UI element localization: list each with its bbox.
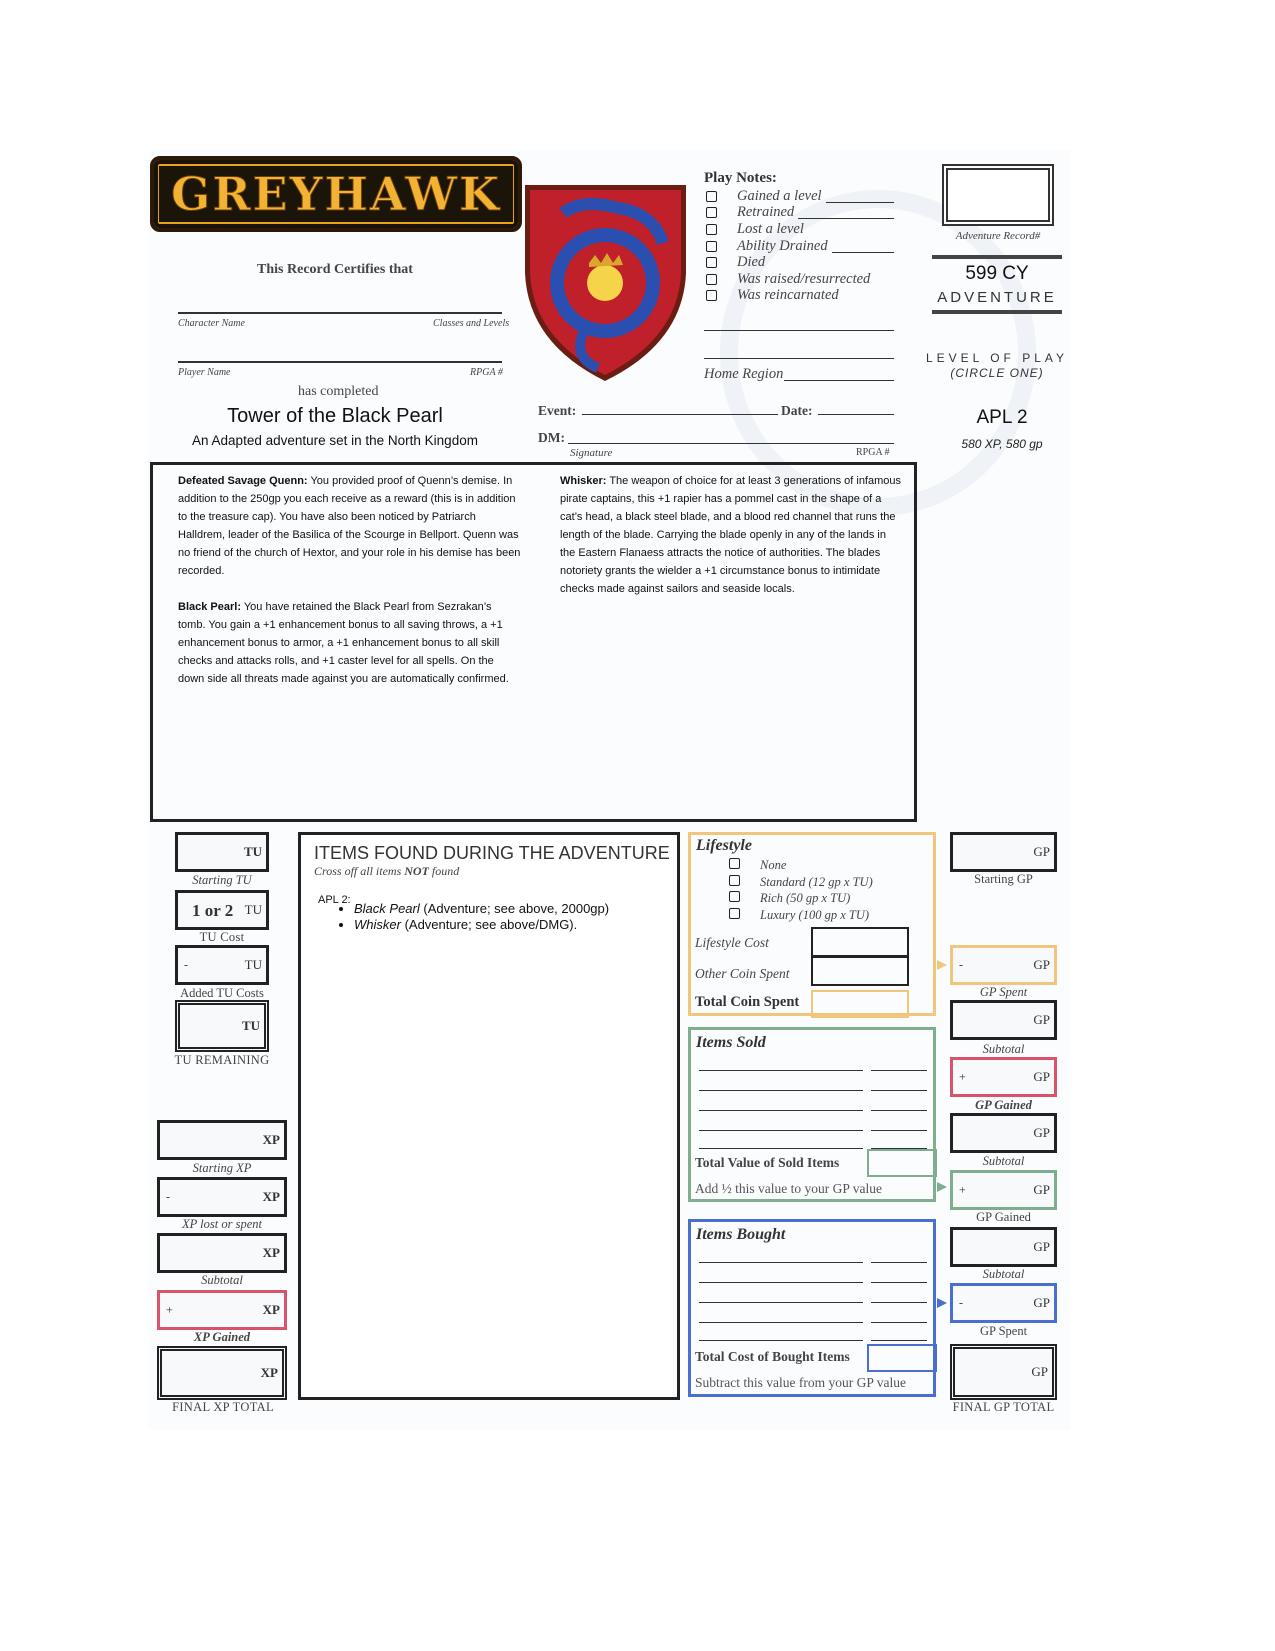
plus-sign: + <box>959 1069 966 1084</box>
tu-unit: TU <box>241 1018 260 1033</box>
record-divider-top <box>932 255 1062 259</box>
play-note-line[interactable] <box>826 190 894 203</box>
lifestyle-options <box>727 857 873 923</box>
gp-gained-1-label: GP Gained <box>975 1098 1032 1112</box>
option-label: Standard (12 gp x TU) <box>760 874 873 889</box>
checkbox-icon[interactable] <box>706 274 717 285</box>
added-tu-box[interactable] <box>175 945 269 985</box>
character-name-field[interactable] <box>178 312 502 314</box>
rpga-label: RPGA # <box>470 367 503 378</box>
checkbox-icon[interactable] <box>706 224 717 235</box>
adventure-record-number-box[interactable] <box>942 164 1054 226</box>
xp-subtotal-label: Subtotal <box>201 1273 243 1287</box>
gp-subtotal-2-box[interactable] <box>950 1113 1057 1153</box>
xp-unit: XP <box>262 1189 280 1204</box>
items-bought-title: Items Bought <box>696 1226 786 1243</box>
tu-cost-box[interactable] <box>175 890 269 930</box>
total-coin-field[interactable] <box>811 990 909 1018</box>
items-sold-title: Items Sold <box>696 1034 766 1051</box>
signature-label: Signature <box>570 447 613 459</box>
items-found-subtitle <box>314 864 459 879</box>
home-region-label: Home Region <box>704 366 784 382</box>
gp-unit: GP <box>1033 1182 1050 1197</box>
items-sold-panel <box>688 1027 936 1202</box>
gp-gained-1-box[interactable] <box>950 1057 1057 1097</box>
sold-row-2[interactable] <box>699 1090 927 1091</box>
checkbox-icon[interactable] <box>706 290 717 301</box>
other-coin-label: Other Coin Spent <box>695 966 790 981</box>
level-of-play-label: LEVEL OF PLAY <box>925 351 1069 365</box>
arrow-right-icon <box>937 1298 947 1308</box>
sold-note: Add ½ this value to your GP value <box>695 1181 882 1196</box>
xp-gained-label: XP Gained <box>193 1330 251 1344</box>
tu-remaining-box[interactable] <box>175 1000 269 1052</box>
dm-label: DM: <box>538 430 565 445</box>
gp-gained-2-box[interactable] <box>950 1170 1057 1210</box>
extra-note-line-2[interactable] <box>704 358 894 359</box>
note-body: You provided proof of Quenn’s demise. In addition to the 250gp you each receive as a reward (this is in addition to the treasure cap). You have also been noticed by Patriarch Halldrem, leader of the Basilica of the Scourge in Bellport. Quenn was no friend of the church of Hextor, and your role in his demise has been recorded. <box>178 475 521 577</box>
play-note-raised[interactable] <box>704 271 894 288</box>
note-body: The weapon of choice for at least 3 generations of infamous pirate captains, this +1 rapier has a pommel cast in the shape of a cat’s head, a black steel blade, and a blood red channel that runs the length of the blade. Carrying the blade openly in any of the lands in the Eastern Flanaess attracts the notice of authorities. The blades notoriety grants the wielder a +1 circumstance bonus to intimidate checks made against sailors and seaside locals. <box>560 475 902 595</box>
final-xp-box[interactable] <box>157 1346 287 1400</box>
minus-sign: - <box>959 957 963 972</box>
lifestyle-option-rich[interactable] <box>727 890 873 907</box>
play-note-label: Lost a level <box>737 220 804 237</box>
item-detail: (Adventure; see above/DMG). <box>400 917 578 932</box>
checkbox-icon[interactable] <box>706 257 717 268</box>
starting-tu-box[interactable] <box>175 832 269 872</box>
checkbox-icon[interactable] <box>729 858 740 869</box>
tu-cost-label: TU Cost <box>199 930 245 944</box>
starting-tu-label: Starting TU <box>192 873 252 887</box>
total-coin-label: Total Coin Spent <box>695 994 800 1010</box>
gp-unit: GP <box>1033 1012 1050 1027</box>
checkbox-icon[interactable] <box>729 875 740 886</box>
gp-subtotal-1-box[interactable] <box>950 1000 1057 1040</box>
record-divider-bottom <box>932 310 1062 314</box>
note-heading: Whisker: <box>560 475 607 487</box>
plus-sign: + <box>959 1182 966 1197</box>
bought-total-label: Total Cost of Bought Items <box>695 1349 850 1364</box>
xp-lost-label: XP lost or spent <box>182 1217 262 1231</box>
starting-xp-box[interactable] <box>157 1120 287 1160</box>
final-gp-label: FINAL GP TOTAL <box>952 1400 1055 1414</box>
certifies-heading: This Record Certifies that <box>257 262 413 277</box>
minus-sign: - <box>184 957 188 972</box>
option-label: Luxury (100 gp x TU) <box>760 907 870 922</box>
bought-row-5[interactable] <box>699 1340 927 1341</box>
gp-subtotal-3-box[interactable] <box>950 1227 1057 1267</box>
checkbox-icon[interactable] <box>729 908 740 919</box>
found-item-black-pearl[interactable] <box>354 901 609 917</box>
items-found-title: ITEMS FOUND DURING THE ADVENTURE <box>314 843 670 863</box>
event-label: Event: <box>538 403 577 418</box>
tu-remaining-label: TU REMAINING <box>174 1053 270 1067</box>
bought-row-4[interactable] <box>699 1322 927 1323</box>
bought-row-1[interactable] <box>699 1262 927 1263</box>
gp-spent-lifestyle-label: GP Spent <box>979 985 1028 999</box>
play-note-lost-level[interactable] <box>704 221 894 238</box>
player-name-label: Player Name <box>178 367 231 378</box>
found-item-whisker[interactable] <box>354 917 609 933</box>
extra-note-line-1[interactable] <box>704 330 894 331</box>
bought-note: Subtract this value from your GP value <box>695 1375 906 1390</box>
gp-spent-bought-label: GP Spent <box>979 1324 1028 1338</box>
tu-unit: TU <box>244 902 262 917</box>
checkbox-icon[interactable] <box>706 191 717 202</box>
checkbox-icon[interactable] <box>706 207 717 218</box>
subtitle-part: found <box>428 864 460 878</box>
sold-row-3[interactable] <box>699 1110 927 1111</box>
play-note-reincarnated[interactable] <box>704 288 894 305</box>
adventure-record-label: Adventure Record# <box>955 230 1041 242</box>
option-label: None <box>760 858 787 872</box>
play-notes-title: Play Notes: <box>704 170 777 186</box>
play-note-label: Was reincarnated <box>737 287 839 304</box>
home-region-field[interactable] <box>784 380 894 381</box>
items-found-list <box>300 901 609 933</box>
adventure-word: ADVENTURE <box>937 289 1057 306</box>
lifestyle-option-none[interactable] <box>727 857 873 874</box>
circle-one-label: (CIRCLE ONE) <box>950 366 1044 380</box>
tu-unit: TU <box>243 844 262 859</box>
arrow-right-icon <box>937 960 947 970</box>
gp-unit: GP <box>1033 957 1050 972</box>
classes-levels-label: Classes and Levels <box>433 318 510 329</box>
date-field[interactable] <box>818 414 894 415</box>
sold-row-1[interactable] <box>699 1070 927 1071</box>
note-black-pearl <box>178 598 522 688</box>
lifestyle-option-standard[interactable] <box>727 874 873 891</box>
minus-sign: - <box>959 1295 963 1310</box>
shield-emblem-icon <box>523 183 688 383</box>
gp-spent-bought-box[interactable] <box>950 1283 1057 1323</box>
lifestyle-cost-field[interactable] <box>811 927 909 957</box>
starting-xp-label: Starting XP <box>192 1161 252 1175</box>
lifestyle-option-luxury[interactable] <box>727 907 873 924</box>
event-field[interactable] <box>582 414 778 415</box>
checkbox-icon[interactable] <box>706 241 717 252</box>
gp-unit: GP <box>1033 844 1050 859</box>
xp-gained-box[interactable] <box>157 1290 287 1330</box>
play-note-died[interactable] <box>704 254 894 271</box>
play-note-label: Died <box>737 254 766 271</box>
bought-row-3[interactable] <box>699 1302 927 1303</box>
play-note-label: Ability Drained <box>737 237 828 254</box>
play-note-label: Gained a level <box>737 187 822 204</box>
adventure-title: Tower of the Black Pearl <box>227 405 443 427</box>
play-note-line[interactable] <box>798 206 894 219</box>
play-note-label: Retrained <box>737 204 795 221</box>
final-gp-box[interactable] <box>950 1344 1057 1400</box>
lifestyle-panel <box>688 832 936 1016</box>
apl-reward: 580 XP, 580 gp <box>961 437 1043 451</box>
dm-signature-field[interactable] <box>568 443 894 444</box>
minus-sign: - <box>166 1189 170 1204</box>
subtitle-emphasis: NOT <box>404 864 429 878</box>
xp-unit: XP <box>262 1302 280 1317</box>
item-detail: (Adventure; see above, 2000gp) <box>419 901 610 916</box>
note-quenn <box>178 472 522 580</box>
character-name-label: Character Name <box>178 318 245 329</box>
play-note-retrained[interactable] <box>704 205 894 222</box>
gp-gained-2-label: GP Gained <box>976 1210 1031 1224</box>
apl-level[interactable]: APL 2 <box>976 407 1028 428</box>
gp-subtotal-1-label: Subtotal <box>982 1042 1025 1056</box>
greyhawk-logo <box>150 156 522 232</box>
gp-spent-lifestyle-box[interactable] <box>950 945 1057 985</box>
xp-lost-box[interactable] <box>157 1177 287 1217</box>
play-note-label: Was raised/resurrected <box>737 270 871 287</box>
lifestyle-title: Lifestyle <box>696 837 752 854</box>
gp-subtotal-3-label: Subtotal <box>982 1267 1025 1281</box>
note-heading: Defeated Savage Quenn: <box>178 475 308 487</box>
adventure-subtitle: An Adapted adventure set in the North Kingdom <box>192 433 478 448</box>
date-label: Date: <box>781 403 813 418</box>
plus-sign: + <box>166 1302 173 1317</box>
play-note-line[interactable] <box>832 240 894 253</box>
dm-rpga-label: RPGA # <box>856 447 890 458</box>
xp-unit: XP <box>262 1245 280 1260</box>
starting-gp-label: Starting GP <box>974 872 1033 886</box>
has-completed-text: has completed <box>298 384 379 399</box>
item-name: Whisker <box>354 917 401 932</box>
sold-total-field[interactable] <box>867 1149 937 1177</box>
subtitle-part: Cross off all items <box>314 864 405 878</box>
items-apl-label: APL 2: <box>318 894 351 906</box>
option-label: Rich (50 gp x TU) <box>760 891 851 905</box>
logo-text: GREYHAWK <box>159 166 513 222</box>
checkbox-icon[interactable] <box>729 891 740 902</box>
arrow-right-icon <box>937 1182 947 1192</box>
player-name-field[interactable] <box>178 361 502 363</box>
lifestyle-cost-label: Lifestyle Cost <box>695 935 769 950</box>
year-text: 599 CY <box>965 263 1029 284</box>
added-tu-label: Added TU Costs <box>180 986 264 1000</box>
play-note-gained-level[interactable] <box>704 188 894 205</box>
xp-unit: XP <box>260 1365 278 1380</box>
gp-unit: GP <box>1033 1295 1050 1310</box>
final-xp-label: FINAL XP TOTAL <box>172 1400 274 1414</box>
gp-unit: GP <box>1033 1069 1050 1084</box>
gp-unit: GP <box>1033 1239 1050 1254</box>
sold-row-4[interactable] <box>699 1130 927 1131</box>
gp-subtotal-2-label: Subtotal <box>982 1154 1025 1168</box>
starting-gp-box[interactable] <box>950 832 1057 872</box>
sold-total-label: Total Value of Sold Items <box>695 1155 840 1170</box>
play-note-ability-drained[interactable] <box>704 238 894 255</box>
note-heading: Black Pearl: <box>178 601 241 613</box>
bought-row-2[interactable] <box>699 1282 927 1283</box>
notes-left-column <box>178 472 522 688</box>
tu-unit: TU <box>244 957 262 972</box>
note-whisker <box>560 472 904 598</box>
tu-cost-value: 1 or 2 <box>192 901 234 920</box>
xp-unit: XP <box>262 1132 280 1147</box>
xp-subtotal-box[interactable] <box>157 1233 287 1273</box>
other-coin-field[interactable] <box>811 956 909 986</box>
notes-right-column <box>560 472 904 598</box>
gp-unit: GP <box>1031 1364 1048 1379</box>
item-name: Black Pearl <box>354 901 420 916</box>
bought-total-field[interactable] <box>867 1344 937 1372</box>
items-bought-panel <box>688 1219 936 1397</box>
gp-unit: GP <box>1033 1125 1050 1140</box>
play-notes-list <box>704 188 894 304</box>
note-body: You have retained the Black Pearl from Sezrakan’s tomb. You gain a +1 enhancement bonus to all saving throws, a +1 enhancement bonus to armor, a +1 enhancement bonus to all skill checks and attacks rolls, and +1 caster level for all spells. On the down side all threats made against you are automatically confirmed. <box>178 601 509 685</box>
